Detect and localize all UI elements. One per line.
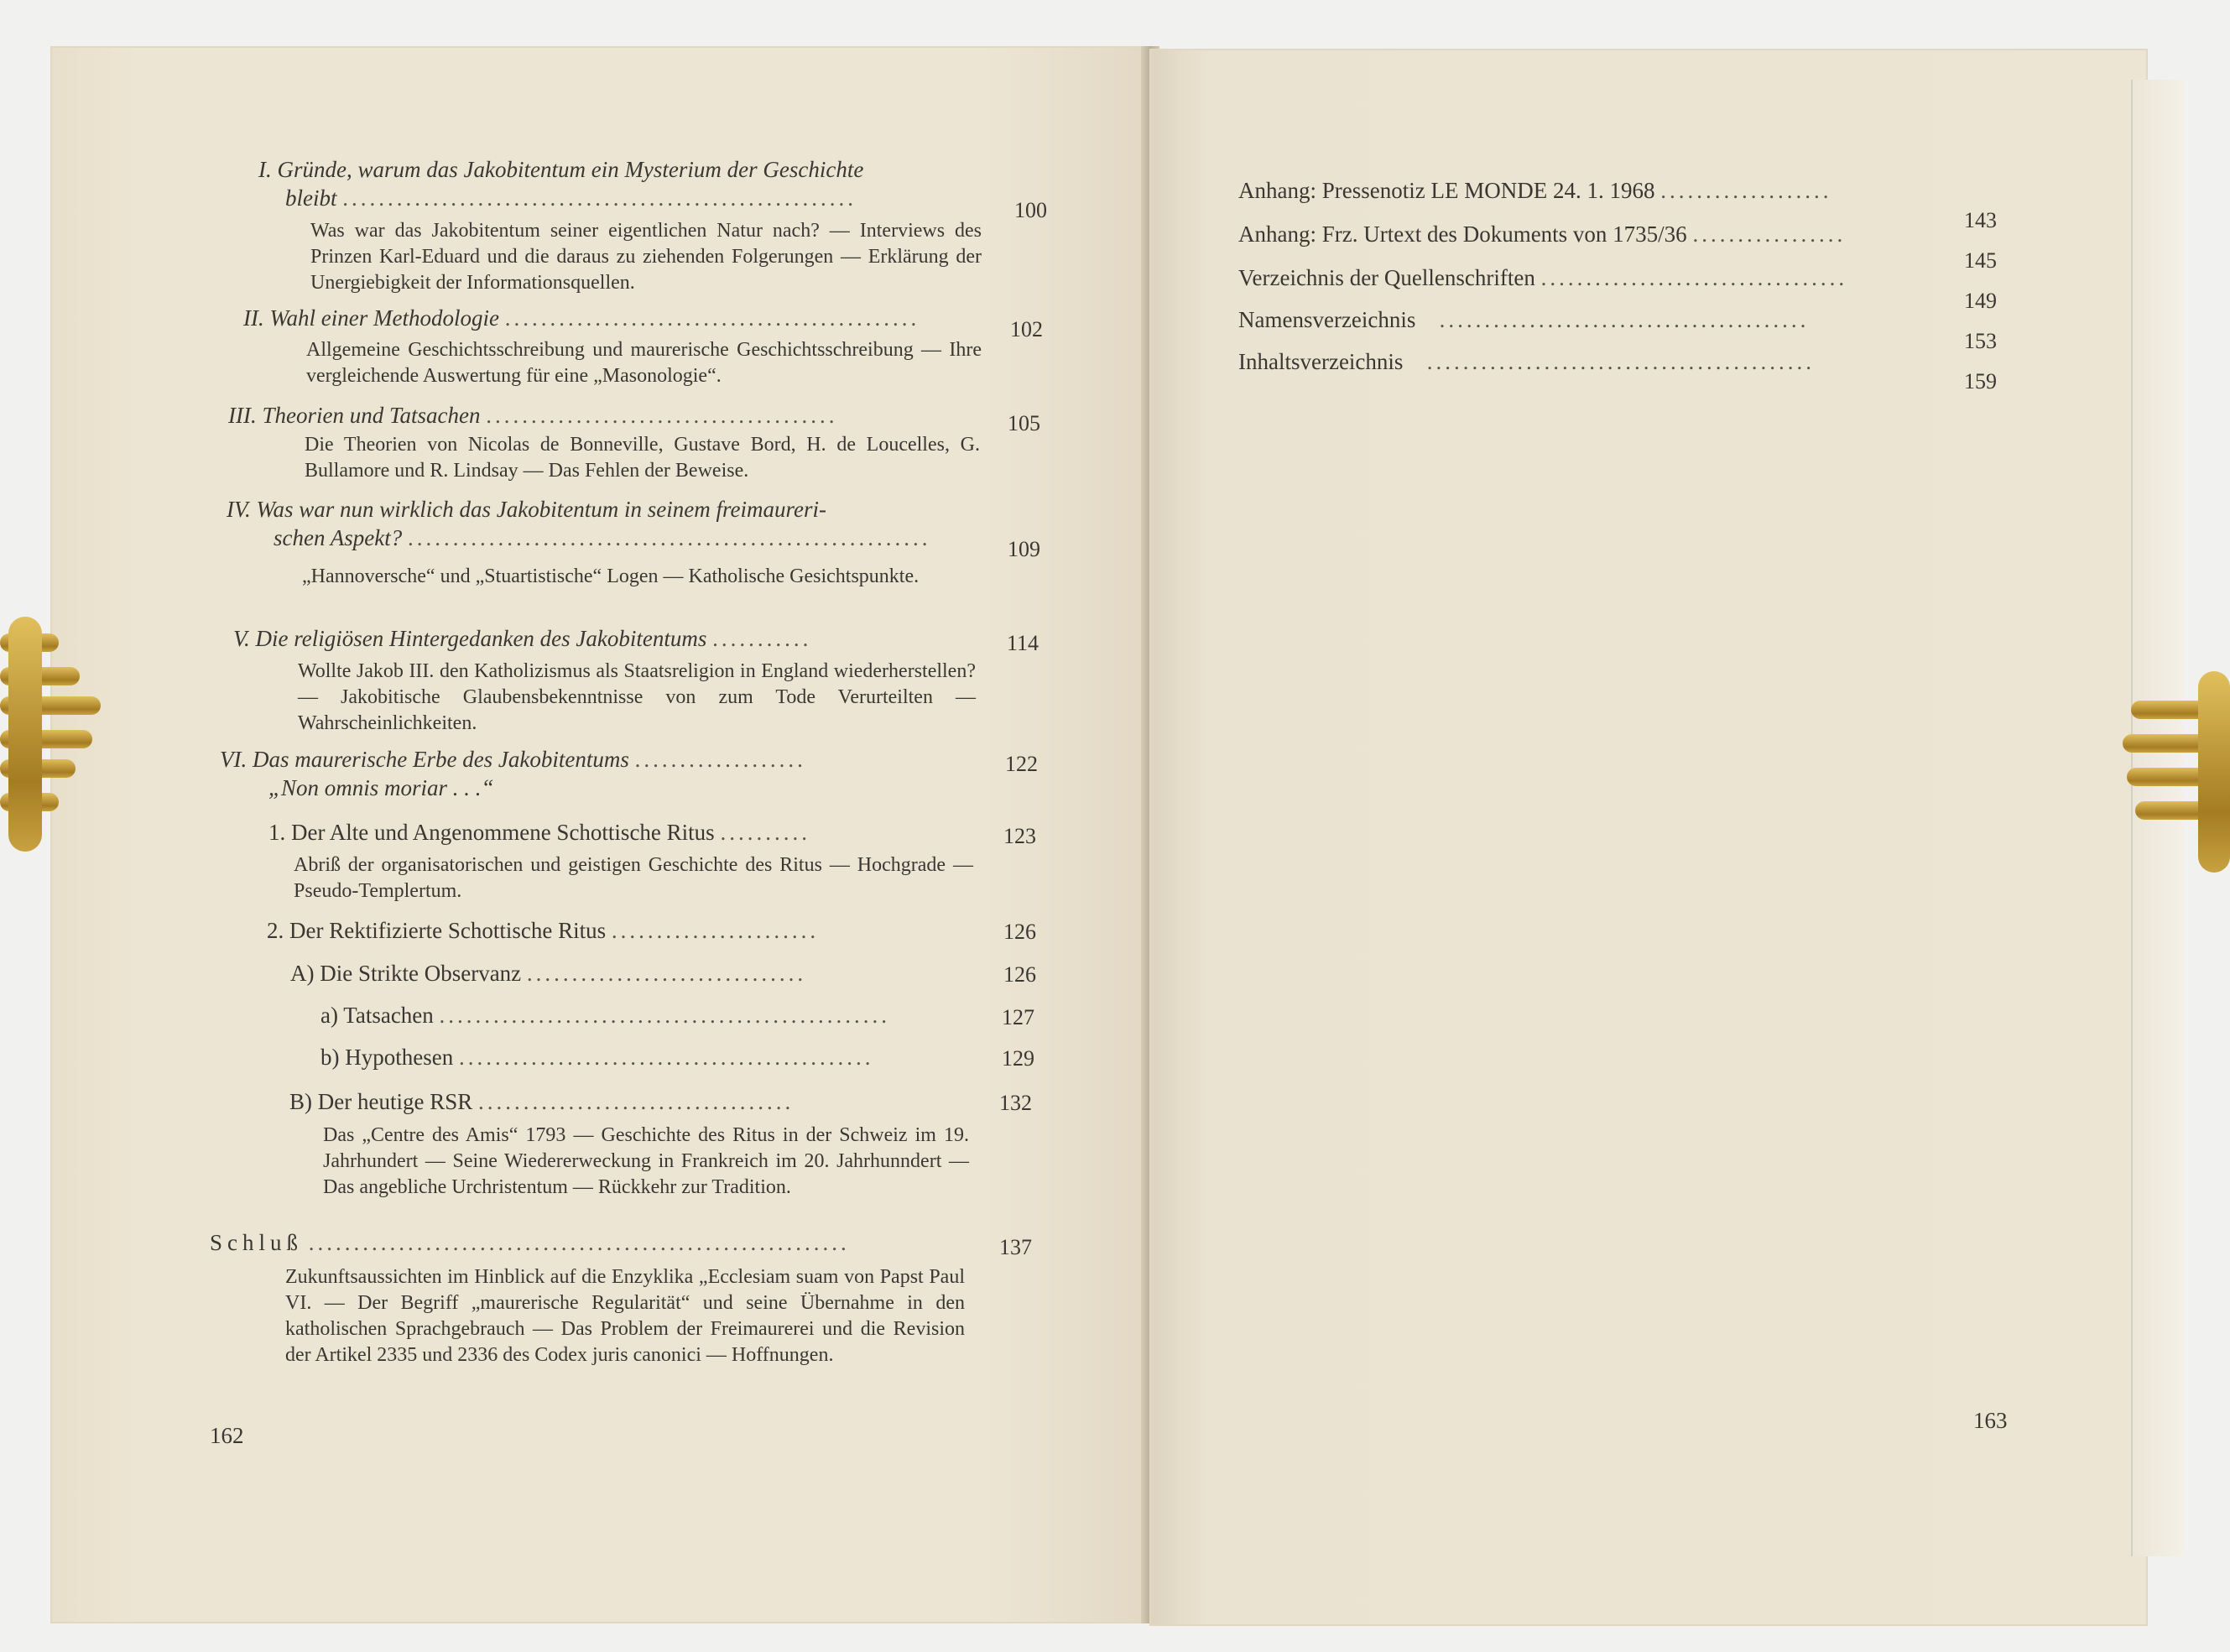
toc-page-number: 122: [1005, 752, 1038, 776]
leader-dots: ...................: [1660, 178, 1832, 203]
right-page-clip-icon: [2123, 671, 2230, 873]
toc-page-number: 126: [1003, 920, 1036, 944]
toc-entry-1: [258, 155, 980, 212]
toc-title: Anhang: Frz. Urtext des Dokuments von 1735/36: [1238, 221, 1687, 247]
toc-description: Die Theorien von Nicolas de Bonneville, Gustave Bord, H. de Loucelles, G. Bullamore und R. Lindsay — Das Fehlen der Beweise.: [305, 434, 980, 482]
toc-page-number: 153: [1964, 329, 1997, 353]
appendix-entry-4: [1238, 305, 1809, 334]
toc-page-number: 159: [1964, 369, 1997, 393]
toc-entry-4: [227, 495, 982, 552]
toc-entry-10: [320, 1001, 890, 1029]
leader-dots: ..........: [720, 820, 810, 845]
appendix-entry-3: [1238, 263, 1847, 292]
toc-title: VI. Das maurerische Erbe des Jakobitentums: [220, 747, 629, 772]
leader-dots: ..............................................: [458, 1045, 874, 1070]
toc-page-number: 127: [1002, 1005, 1034, 1029]
toc-page-number: 102: [1010, 317, 1043, 341]
toc-page-number: 132: [999, 1091, 1032, 1115]
toc-page-number: 105: [1008, 411, 1040, 435]
toc-page-number: 126: [1003, 962, 1036, 987]
toc-entry-5: [233, 624, 811, 653]
toc-title-cont: bleibt: [285, 185, 337, 211]
leader-dots: ...........................................: [1409, 349, 1815, 374]
toc-entry-13: [210, 1228, 850, 1257]
toc-entry-3: [228, 401, 837, 430]
left-page-clip-icon: [0, 617, 101, 852]
toc-title: 2. Der Rektifizierte Schottische Ritus: [267, 918, 607, 943]
toc-description: „Hannoversche“ und „Stuartistische“ Logen — Katholische Gesichtspunkte.: [302, 565, 920, 587]
toc-description: Wollte Jakob III. den Katholizismus als Staatsreligion in England wiederherstellen? — Jakobitische Glaubensbekenntnisse von zum Tode Verurteilten — Wahrscheinlichkeiten.: [298, 660, 976, 734]
toc-entry-2: [243, 304, 920, 332]
toc-entry-12: [289, 1087, 794, 1116]
leader-dots: ..................................: [1540, 265, 1848, 290]
toc-title: III. Theorien und Tatsachen: [228, 403, 481, 428]
leader-dots: .........................................................: [342, 185, 857, 211]
toc-description: Das „Centre des Amis“ 1793 — Geschichte des Ritus in der Schweiz im 19. Jahrhundert — Seine Wiedererweckung in Frankreich im 20. Jahrhunndert — Das angebliche Urchristentum — Rückkehr zur Tradition.: [323, 1124, 969, 1198]
toc-title: a) Tatsachen: [320, 1003, 434, 1028]
toc-description: Abriß der organisatorischen und geistigen Geschichte des Ritus — Hochgrade — Pseudo-Templertum.: [294, 854, 973, 902]
toc-page-number: 114: [1006, 631, 1039, 655]
toc-title: V. Die religiösen Hintergedanken des Jakobitentums: [233, 626, 707, 651]
leader-dots: .................: [1692, 221, 1847, 247]
toc-title: Anhang: Pressenotiz LE MONDE 24. 1. 1968: [1238, 178, 1655, 203]
toc-title-cont: „Non omnis moriar . . .“: [268, 775, 494, 800]
leader-dots: ...................: [634, 747, 806, 772]
toc-title: IV. Was war nun wirklich das Jakobitentum in seinem freimaureri-: [227, 497, 826, 522]
appendix-entry-5: [1238, 347, 1815, 376]
toc-description: Zukunftsaussichten im Hinblick auf die Enzyklika „Ecclesiam suam von Papst Paul VI. — Der Begriff „maurerische Regularität“ und seine Übernahme in den katholischen Sprachgebrauch — Das Problem der Freimaurerei und die Revision der Artikel 2335 und 2336 des Codex juris canonici — Hoffnungen.: [285, 1266, 965, 1366]
leader-dots: .......................................: [486, 403, 838, 428]
toc-page-number: 149: [1964, 289, 1997, 313]
leader-dots: ...............................: [526, 961, 807, 986]
page-number-right: 163: [1973, 1408, 2008, 1433]
toc-entry-9: [290, 959, 806, 988]
toc-page-number: 109: [1008, 537, 1040, 561]
toc-page-number: 123: [1003, 824, 1036, 848]
toc-entry-7: [268, 818, 810, 847]
toc-page-number: 100: [1014, 198, 1047, 222]
toc-title: 1. Der Alte und Angenommene Schottische Ritus: [268, 820, 715, 845]
toc-title: Verzeichnis der Quellenschriften: [1238, 265, 1535, 290]
toc-title: Namensverzeichnis: [1238, 307, 1416, 332]
page-number-left: 162: [210, 1423, 244, 1448]
toc-page-number: 145: [1964, 248, 1997, 273]
toc-entry-6: [220, 745, 806, 802]
leader-dots: ..........................................................: [407, 525, 931, 550]
toc-description: Allgemeine Geschichtsschreibung und maurerische Geschichtsschreibung — Ihre vergleichende Auswertung für eine „Masonologie“.: [306, 339, 982, 387]
leader-dots: ...........: [712, 626, 812, 651]
toc-title: Inhaltsverzeichnis: [1238, 349, 1404, 374]
toc-title-cont: schen Aspekt?: [274, 525, 403, 550]
leader-dots: .......................: [611, 918, 820, 943]
toc-entry-8: [267, 916, 819, 945]
toc-title: I. Gründe, warum das Jakobitentum ein Mysterium der Geschichte: [258, 157, 864, 182]
toc-title: B) Der heutige RSR: [289, 1089, 473, 1114]
toc-title: b) Hypothesen: [320, 1045, 454, 1070]
toc-title: Schluß: [210, 1230, 304, 1255]
toc-entry-11: [320, 1043, 873, 1071]
toc-description: Was war das Jakobitentum seiner eigentlichen Natur nach? — Interviews des Prinzen Karl-Eduard und die daraus zu ziehenden Folgerungen — Erklärung der Unergiebigkeit der Informationsquellen.: [310, 220, 982, 294]
toc-page-number: 129: [1002, 1046, 1034, 1071]
leader-dots: ..................................................: [439, 1003, 891, 1028]
leader-dots: ............................................................: [308, 1230, 850, 1255]
toc-title: II. Wahl einer Methodologie: [243, 305, 499, 331]
toc-page-number: 143: [1964, 208, 1997, 232]
toc-page-number: 137: [999, 1235, 1032, 1259]
leader-dots: ..............................................: [504, 305, 920, 331]
leader-dots: .........................................: [1421, 307, 1810, 332]
appendix-entry-2: [1238, 220, 1846, 248]
toc-title: A) Die Strikte Observanz: [290, 961, 522, 986]
appendix-entry-1: [1238, 176, 1831, 205]
leader-dots: ...................................: [477, 1089, 795, 1114]
